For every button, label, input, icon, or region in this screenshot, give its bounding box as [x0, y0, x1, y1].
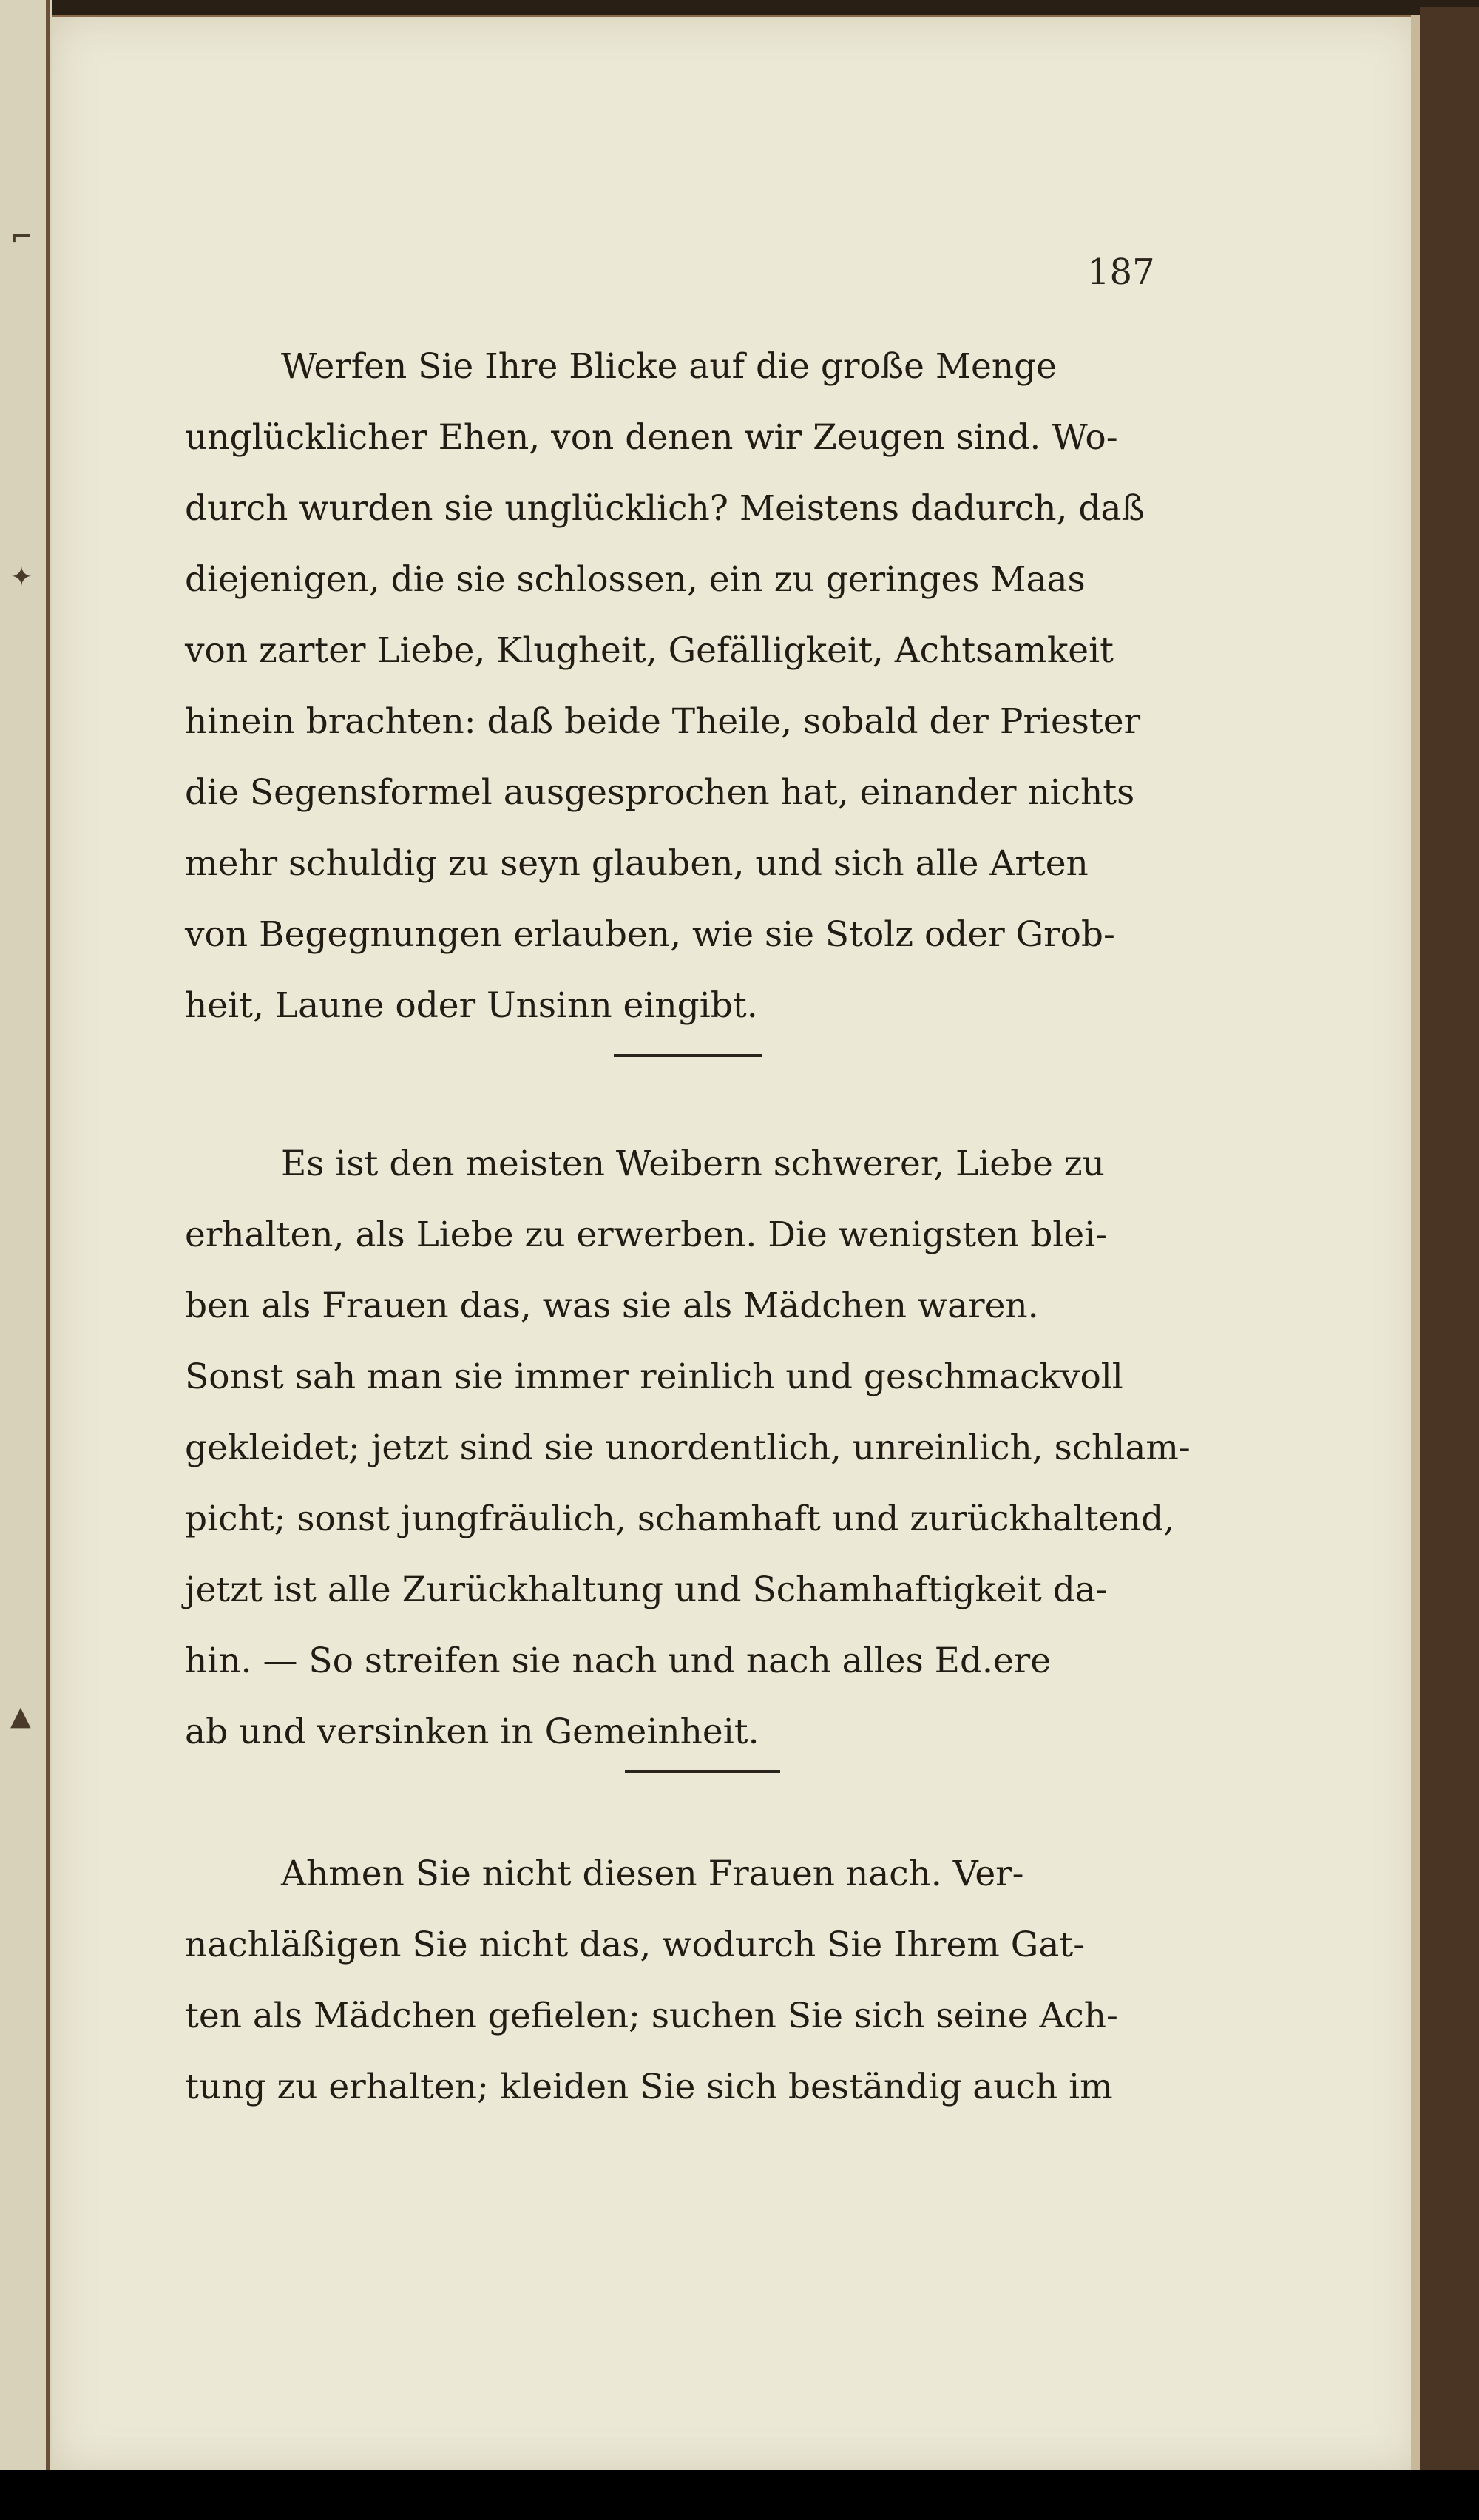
text-line: heit, Laune oder Unsinn eingibt.	[185, 985, 758, 1026]
text-line: nachläßigen Sie nicht das, wodurch Sie Ihrem Gat-	[185, 1925, 1086, 1965]
text-line: unglücklicher Ehen, von denen wir Zeugen sind. Wo-	[185, 417, 1118, 458]
binding-gutter	[0, 0, 52, 2520]
text-line: tung zu erhalten; kleiden Sie sich beständig auch im	[185, 2067, 1113, 2107]
text-line: von Begegnungen erlauben, wie sie Stolz oder Grob-	[185, 914, 1115, 955]
text-line: jetzt ist alle Zurückhaltung und Schamhaftigkeit da-	[185, 1570, 1108, 1610]
text-line: mehr schuldig zu seyn glauben, und sich alle Arten	[185, 843, 1089, 884]
text-line: Werfen Sie Ihre Blicke auf die große Menge	[281, 346, 1057, 387]
text-line: Sonst sah man sie immer reinlich und geschmackvoll	[185, 1357, 1123, 1397]
section-divider	[614, 1054, 762, 1057]
text-line: ten als Mädchen gefielen; suchen Sie sich seine Ach-	[185, 1996, 1118, 2036]
binding-mark-2: ✦	[10, 562, 33, 592]
text-line: von zarter Liebe, Klugheit, Gefälligkeit, Achtsamkeit	[185, 630, 1114, 671]
text-line: picht; sonst jungfräulich, schamhaft und zurückhaltend,	[185, 1499, 1175, 1539]
text-line: durch wurden sie unglücklich? Meistens dadurch, daß	[185, 488, 1145, 529]
book-cover-edge	[1420, 7, 1479, 2470]
binding-mark-1: ⌐	[10, 222, 33, 252]
text-line: diejenigen, die sie schlossen, ein zu geringes Maas	[185, 559, 1086, 600]
text-line: hinein brachten: daß beide Theile, sobald der Priester	[185, 701, 1141, 742]
text-line: hin. — So streifen sie nach und nach alles Ed.ere	[185, 1641, 1052, 1681]
text-line: ben als Frauen das, was sie als Mädchen waren.	[185, 1286, 1039, 1326]
text-line: ab und versinken in Gemeinheit.	[185, 1712, 759, 1752]
text-line: Ahmen Sie nicht diesen Frauen nach. Ver-	[281, 1854, 1024, 1894]
scan-bottom-border	[0, 2470, 1479, 2520]
binding-edge	[46, 0, 50, 2520]
text-line: gekleidet; jetzt sind sie unordentlich, unreinlich, schlam-	[185, 1428, 1191, 1468]
binding-mark-3: ▲	[10, 1701, 31, 1732]
text-line: die Segensformel ausgesprochen hat, einander nichts	[185, 772, 1135, 813]
section-divider	[625, 1770, 780, 1773]
text-line: Es ist den meisten Weibern schwerer, Liebe zu	[281, 1144, 1105, 1184]
text-line: erhalten, als Liebe zu erwerben. Die wenigsten blei-	[185, 1215, 1108, 1255]
page-number: 187	[1087, 251, 1155, 293]
